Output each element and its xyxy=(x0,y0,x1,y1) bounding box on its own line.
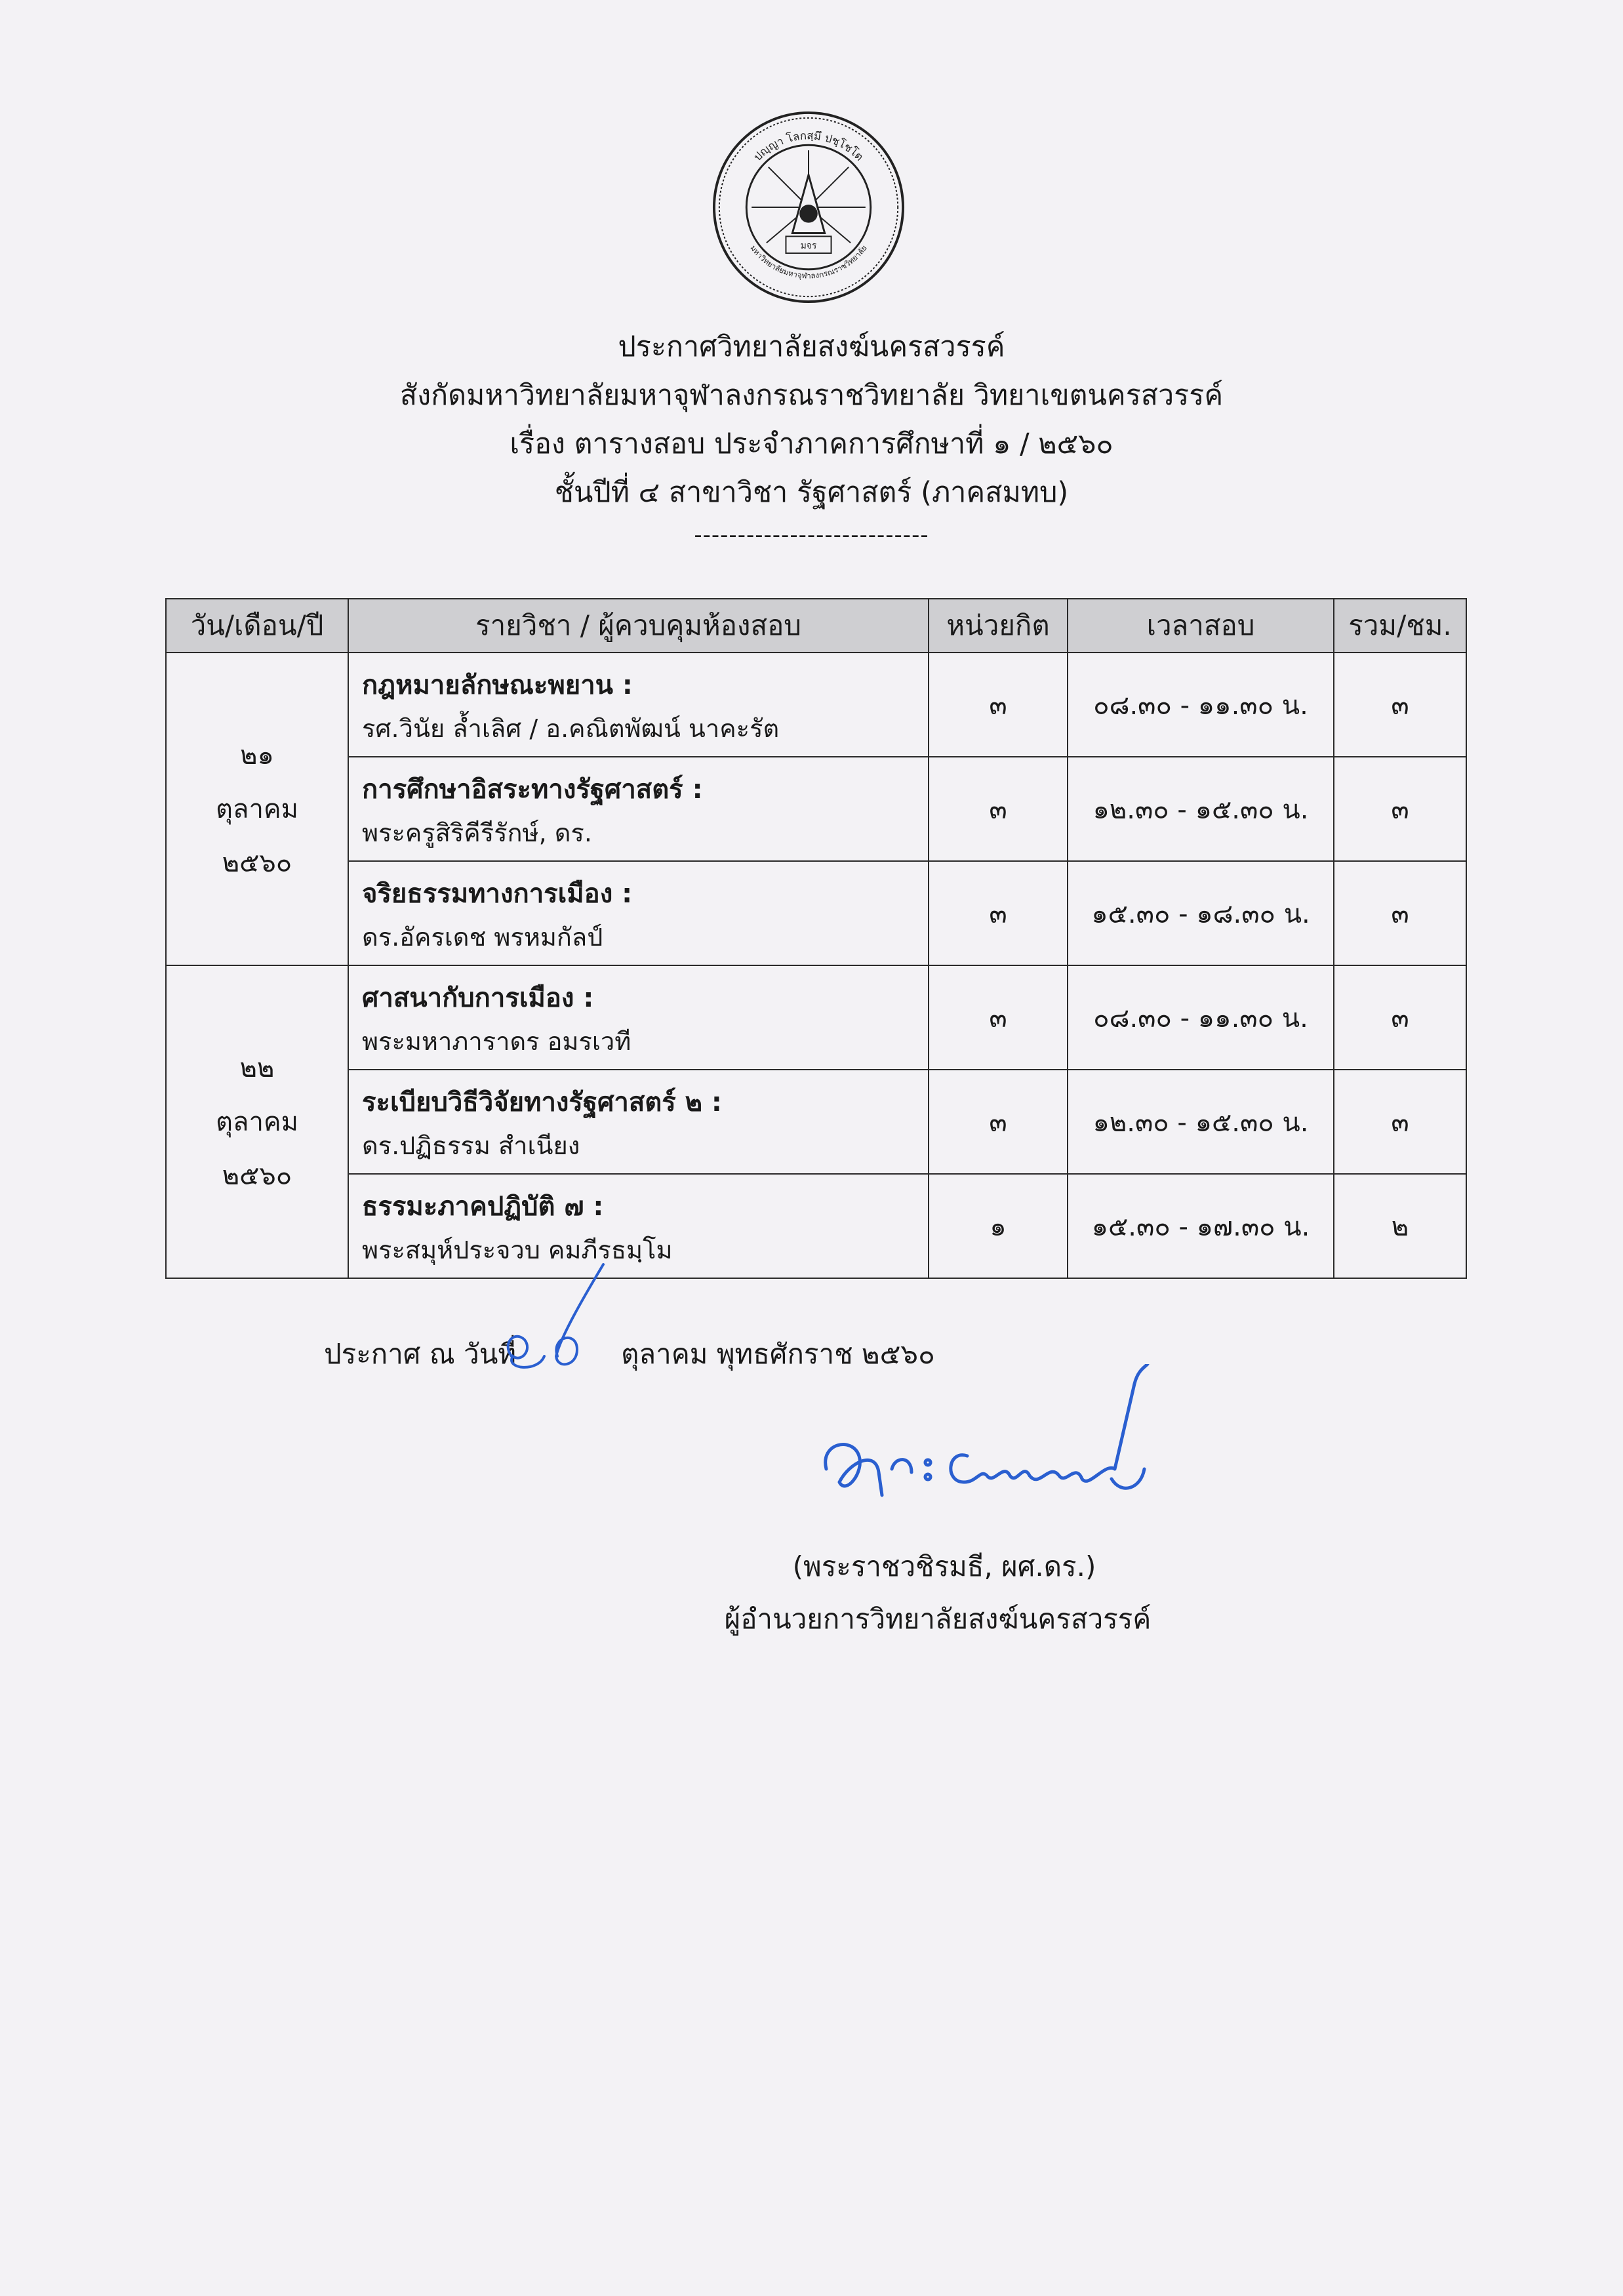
document-header xyxy=(0,323,1623,548)
header-credits: หน่วยกิต xyxy=(929,599,1068,653)
course-cell xyxy=(348,757,929,861)
header-date: วัน/เดือน/ปี xyxy=(166,599,348,653)
announcement-suffix: ตุลาคม พุทธศักราช ๒๕๖๐ xyxy=(621,1338,935,1370)
header-rule: --------------------------- xyxy=(694,522,929,548)
credits-cell: ๓ xyxy=(929,861,1068,965)
course-name: กฎหมายลักษณะพยาน : xyxy=(362,670,633,700)
table-row xyxy=(166,965,1466,1070)
credits-cell: ๓ xyxy=(929,653,1068,757)
table-row xyxy=(166,1174,1466,1278)
hours-cell: ๓ xyxy=(1334,653,1466,757)
course-name: ระเบียบวิธีวิจัยทางรัฐศาสตร์ ๒ : xyxy=(362,1087,722,1118)
course-name: ธรรมะภาคปฏิบัติ ๗ : xyxy=(362,1191,604,1222)
time-cell: ๑๕.๓๐ - ๑๘.๓๐ น. xyxy=(1068,861,1334,965)
proctor-name: พระครูสิริคีรีรักษ์, ดร. xyxy=(362,818,592,847)
time-cell: ๐๘.๓๐ - ๑๑.๓๐ น. xyxy=(1068,965,1334,1070)
proctor-name: พระสมุห์ประจวบ คมภีรธมฺโม xyxy=(362,1235,673,1264)
seal-name: มหาวิทยาลัยมหาจุฬาลงกรณราชวิทยาลัย xyxy=(748,243,869,281)
header-line-1: ประกาศวิทยาลัยสงฆ์นครสวรรค์ xyxy=(618,331,1005,363)
date-month: ตุลาคม xyxy=(215,1106,299,1137)
credits-cell: ๑ xyxy=(929,1174,1068,1278)
table-row xyxy=(166,1070,1466,1174)
course-cell xyxy=(348,1070,929,1174)
seal-motto: ปญฺญา โลกสฺมึ ปชฺโชโต xyxy=(750,129,867,164)
header-hours: รวม/ชม. xyxy=(1334,599,1466,653)
date-day: ๒๑ xyxy=(240,740,274,771)
header-line-4: ชั้นปีที่ ๔ สาขาวิชา รัฐศาสตร์ (ภาคสมทบ) xyxy=(554,476,1069,509)
proctor-name: รศ.วินัย ล้ำเลิศ / อ.คณิตพัฒน์ นาคะรัต xyxy=(362,714,780,743)
course-cell xyxy=(348,1174,929,1278)
credits-cell: ๓ xyxy=(929,965,1068,1070)
table-header-row xyxy=(166,599,1466,653)
proctor-name: ดร.ปฏิธรรม สำเนียง xyxy=(362,1131,580,1160)
course-name: จริยธรรมทางการเมือง : xyxy=(362,878,633,909)
course-name: การศึกษาอิสระทางรัฐศาสตร์ : xyxy=(362,774,703,805)
date-day: ๒๒ xyxy=(239,1053,275,1083)
proctor-name: พระมหาภาราดร อมรเวที xyxy=(362,1026,631,1056)
date-year: ๒๕๖๐ xyxy=(222,1160,292,1191)
time-cell: ๐๘.๓๐ - ๑๑.๓๐ น. xyxy=(1068,653,1334,757)
header-line-2: สังกัดมหาวิทยาลัยมหาจุฬาลงกรณราชวิทยาลัย วิทยาเขตนครสวรรค์ xyxy=(399,379,1224,412)
date-cell xyxy=(166,965,348,1278)
course-cell xyxy=(348,861,929,965)
date-year: ๒๕๖๐ xyxy=(222,847,292,878)
hours-cell: ๓ xyxy=(1334,757,1466,861)
course-cell xyxy=(348,653,929,757)
hours-cell: ๒ xyxy=(1334,1174,1466,1278)
time-cell: ๑๒.๓๐ - ๑๕.๓๐ น. xyxy=(1068,1070,1334,1174)
table-row xyxy=(166,653,1466,757)
hours-cell: ๓ xyxy=(1334,965,1466,1070)
signatory-name: (พระราชวชิรมธี, ผศ.ดร.) xyxy=(792,1550,1096,1582)
credits-cell: ๓ xyxy=(929,1070,1068,1174)
seal-initials: มจร xyxy=(800,241,817,252)
table-row xyxy=(166,757,1466,861)
course-name: ศาสนากับการเมือง : xyxy=(362,982,594,1013)
university-seal-icon xyxy=(711,110,906,304)
header-course: รายวิชา / ผู้ควบคุมห้องสอบ xyxy=(348,599,929,653)
signature-mark xyxy=(813,1364,1167,1535)
course-cell xyxy=(348,965,929,1070)
table-row xyxy=(166,861,1466,965)
date-month: ตุลาคม xyxy=(215,794,299,824)
handwritten-day-mark xyxy=(485,1258,630,1389)
date-cell xyxy=(166,653,348,965)
hours-cell: ๓ xyxy=(1334,861,1466,965)
time-cell: ๑๒.๓๐ - ๑๕.๓๐ น. xyxy=(1068,757,1334,861)
hours-cell: ๓ xyxy=(1334,1070,1466,1174)
signatory-title: ผู้อำนวยการวิทยาลัยสงฆ์นครสวรรค์ xyxy=(724,1603,1152,1635)
credits-cell: ๓ xyxy=(929,757,1068,861)
header-time: เวลาสอบ xyxy=(1068,599,1334,653)
proctor-name: ดร.อัครเดช พรหมกัลป์ xyxy=(362,922,603,952)
time-cell: ๑๕.๓๐ - ๑๗.๓๐ น. xyxy=(1068,1174,1334,1278)
exam-schedule-table xyxy=(165,598,1467,1279)
announcement-prefix: ประกาศ ณ วันที่ xyxy=(324,1338,517,1370)
header-line-3: เรื่อง ตารางสอบ ประจำภาคการศึกษาที่ ๑ / ๒๕๖๐ xyxy=(510,428,1113,460)
